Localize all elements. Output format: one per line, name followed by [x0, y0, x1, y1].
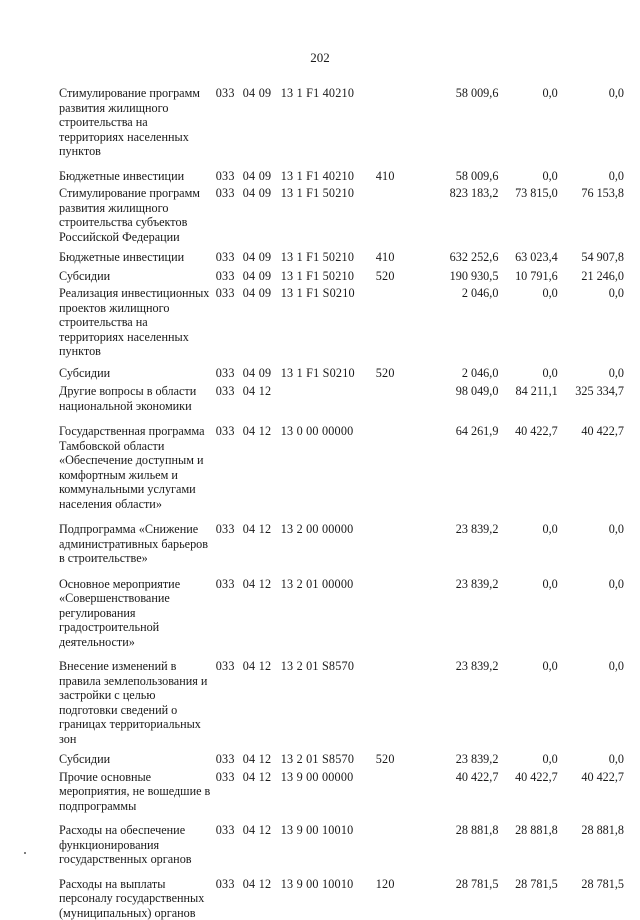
value-year-3: 21 246,0 — [558, 269, 624, 284]
table-row — [59, 366, 624, 381]
code-rz: 04 — [243, 770, 259, 785]
code-pr: 09 — [259, 186, 281, 201]
table-row — [59, 384, 624, 413]
code-ved: 033 — [216, 752, 243, 767]
row-code — [215, 823, 394, 838]
value-year-3: 0,0 — [558, 366, 624, 381]
code-rz: 04 — [243, 286, 259, 301]
row-code — [215, 86, 394, 101]
code-ved: 033 — [216, 86, 243, 101]
code-pr: 09 — [259, 169, 281, 184]
value-year-3: 40 422,7 — [558, 770, 624, 785]
code-pr: 12 — [259, 522, 281, 537]
value-year-3: 0,0 — [558, 169, 624, 184]
table-row — [59, 286, 624, 359]
code-ved: 033 — [216, 424, 243, 439]
value-year-2: 0,0 — [498, 286, 557, 301]
code-rz: 04 — [243, 86, 259, 101]
row-name: Подпрограмма «Снижение административных барьеров в строительстве» — [59, 522, 215, 566]
code-ved: 033 — [216, 384, 243, 399]
code-vr: 410 — [376, 169, 394, 184]
code-rz: 04 — [243, 169, 259, 184]
code-rz: 04 — [243, 522, 259, 537]
code-ved: 033 — [216, 269, 243, 284]
code-ved: 033 — [216, 577, 243, 592]
value-year-1: 23 839,2 — [394, 577, 499, 592]
value-year-2: 0,0 — [498, 522, 557, 537]
value-year-3: 0,0 — [558, 659, 624, 674]
value-year-3: 0,0 — [558, 286, 624, 301]
row-code — [215, 384, 394, 399]
row-code — [215, 186, 394, 201]
code-csr: 13 1 F1 50210 — [281, 186, 376, 201]
table-row — [59, 169, 624, 184]
table-row — [59, 250, 624, 265]
row-code — [215, 366, 394, 381]
code-csr: 13 9 00 10010 — [281, 823, 376, 838]
row-name: Государственная программа Тамбовской области «Обеспечение доступным и комфортным жильем и коммунальными услугами населения области» — [59, 424, 215, 511]
row-name: Стимулирование программ развития жилищного строительства на территориях населенных пунктов — [59, 86, 215, 159]
code-rz: 04 — [243, 752, 259, 767]
row-code — [215, 250, 394, 265]
code-rz: 04 — [243, 250, 259, 265]
code-csr: 13 1 F1 50210 — [281, 269, 376, 284]
code-ved: 033 — [216, 250, 243, 265]
value-year-3: 76 153,8 — [558, 186, 624, 201]
row-name: Реализация инвестиционных проектов жилищного строительства на территориях населенных пунктов — [59, 286, 215, 359]
row-code — [215, 169, 394, 184]
code-rz: 04 — [243, 424, 259, 439]
row-code — [215, 752, 394, 767]
value-year-2: 0,0 — [498, 169, 557, 184]
value-year-3: 40 422,7 — [558, 424, 624, 439]
value-year-2: 40 422,7 — [498, 424, 557, 439]
value-year-1: 28 781,5 — [394, 877, 499, 892]
value-year-1: 40 422,7 — [394, 770, 499, 785]
code-ved: 033 — [216, 522, 243, 537]
value-year-1: 23 839,2 — [394, 752, 499, 767]
code-pr: 12 — [259, 770, 281, 785]
value-year-2: 73 815,0 — [498, 186, 557, 201]
code-csr: 13 0 00 00000 — [281, 424, 376, 439]
row-name: Прочие основные мероприятия, не вошедшие в подпрограммы — [59, 770, 215, 814]
code-pr: 12 — [259, 577, 281, 592]
code-ved: 033 — [216, 286, 243, 301]
code-rz: 04 — [243, 659, 259, 674]
code-rz: 04 — [243, 877, 259, 892]
value-year-2: 0,0 — [498, 659, 557, 674]
code-vr: 120 — [376, 877, 394, 892]
code-pr: 12 — [259, 877, 281, 892]
table-row — [59, 86, 624, 159]
value-year-1: 58 009,6 — [394, 86, 499, 101]
row-code — [215, 577, 394, 592]
code-vr: 520 — [376, 269, 394, 284]
table-row — [59, 823, 624, 867]
row-code — [215, 659, 394, 674]
table-row — [59, 877, 624, 920]
budget-table — [59, 86, 624, 920]
value-year-1: 2 046,0 — [394, 366, 499, 381]
code-csr: 13 2 01 00000 — [281, 577, 376, 592]
table-row — [59, 186, 624, 244]
code-csr: 13 9 00 00000 — [281, 770, 376, 785]
table-row — [59, 424, 624, 511]
row-name: Бюджетные инвестиции — [59, 169, 215, 184]
table-row — [59, 577, 624, 650]
value-year-2: 28 881,8 — [498, 823, 557, 838]
code-rz: 04 — [243, 186, 259, 201]
code-csr: 13 1 F1 S0210 — [281, 286, 376, 301]
row-name: Стимулирование программ развития жилищного строительства субъектов Российской Федерации — [59, 186, 215, 244]
value-year-3: 28 781,5 — [558, 877, 624, 892]
value-year-2: 0,0 — [498, 577, 557, 592]
row-code — [215, 286, 394, 301]
row-name: Субсидии — [59, 752, 215, 767]
code-pr: 12 — [259, 823, 281, 838]
code-ved: 033 — [216, 877, 243, 892]
page-number: 202 — [0, 50, 640, 66]
row-name: Расходы на обеспечение функционирования государственных органов — [59, 823, 215, 867]
row-code — [215, 877, 394, 892]
code-pr: 12 — [259, 659, 281, 674]
code-ved: 033 — [216, 823, 243, 838]
row-name: Субсидии — [59, 366, 215, 381]
code-pr: 09 — [259, 366, 281, 381]
code-ved: 033 — [216, 659, 243, 674]
code-vr: 520 — [376, 752, 394, 767]
code-csr: 13 2 00 00000 — [281, 522, 376, 537]
value-year-1: 58 009,6 — [394, 169, 499, 184]
value-year-3: 0,0 — [558, 577, 624, 592]
row-code — [215, 522, 394, 537]
code-csr: 13 1 F1 S0210 — [281, 366, 376, 381]
code-rz: 04 — [243, 269, 259, 284]
table-row — [59, 659, 624, 746]
code-rz: 04 — [243, 577, 259, 592]
code-pr: 09 — [259, 250, 281, 265]
value-year-3: 325 334,7 — [558, 384, 624, 399]
row-name: Внесение изменений в правила землепользования и застройки с целью подготовки сведений о границах территориальных зон — [59, 659, 215, 746]
row-name: Субсидии — [59, 269, 215, 284]
value-year-1: 632 252,6 — [394, 250, 499, 265]
code-pr: 12 — [259, 424, 281, 439]
code-pr: 12 — [259, 752, 281, 767]
value-year-2: 28 781,5 — [498, 877, 557, 892]
row-name: Другие вопросы в области национальной экономики — [59, 384, 215, 413]
code-ved: 033 — [216, 366, 243, 381]
code-csr: 13 9 00 10010 — [281, 877, 376, 892]
value-year-3: 0,0 — [558, 522, 624, 537]
value-year-2: 40 422,7 — [498, 770, 557, 785]
row-code — [215, 770, 394, 785]
value-year-3: 0,0 — [558, 752, 624, 767]
code-ved: 033 — [216, 770, 243, 785]
code-csr: 13 1 F1 50210 — [281, 250, 376, 265]
value-year-1: 98 049,0 — [394, 384, 499, 399]
table-row — [59, 752, 624, 767]
row-code — [215, 424, 394, 439]
value-year-1: 2 046,0 — [394, 286, 499, 301]
value-year-1: 823 183,2 — [394, 186, 499, 201]
scan-speck — [24, 852, 26, 854]
value-year-2: 0,0 — [498, 752, 557, 767]
value-year-3: 0,0 — [558, 86, 624, 101]
code-rz: 04 — [243, 366, 259, 381]
value-year-3: 28 881,8 — [558, 823, 624, 838]
value-year-1: 28 881,8 — [394, 823, 499, 838]
value-year-2: 63 023,4 — [498, 250, 557, 265]
table-row — [59, 269, 624, 284]
code-csr: 13 2 01 S8570 — [281, 752, 376, 767]
value-year-1: 23 839,2 — [394, 522, 499, 537]
value-year-2: 0,0 — [498, 366, 557, 381]
value-year-2: 84 211,1 — [498, 384, 557, 399]
code-csr: 13 2 01 S8570 — [281, 659, 376, 674]
code-rz: 04 — [243, 384, 259, 399]
code-rz: 04 — [243, 823, 259, 838]
code-ved: 033 — [216, 186, 243, 201]
value-year-1: 23 839,2 — [394, 659, 499, 674]
value-year-2: 10 791,6 — [498, 269, 557, 284]
code-csr: 13 1 F1 40210 — [281, 169, 376, 184]
code-vr: 410 — [376, 250, 394, 265]
code-vr: 520 — [376, 366, 394, 381]
value-year-1: 190 930,5 — [394, 269, 499, 284]
code-ved: 033 — [216, 169, 243, 184]
value-year-2: 0,0 — [498, 86, 557, 101]
row-name: Основное мероприятие «Совершенствование регулирования градостроительной деятельности» — [59, 577, 215, 650]
table-row — [59, 770, 624, 814]
code-pr: 12 — [259, 384, 281, 399]
value-year-1: 64 261,9 — [394, 424, 499, 439]
code-csr: 13 1 F1 40210 — [281, 86, 376, 101]
code-pr: 09 — [259, 86, 281, 101]
value-year-3: 54 907,8 — [558, 250, 624, 265]
table-row — [59, 522, 624, 566]
row-name: Расходы на выплаты персоналу государственных (муниципальных) органов — [59, 877, 215, 920]
code-pr: 09 — [259, 286, 281, 301]
row-code — [215, 269, 394, 284]
code-pr: 09 — [259, 269, 281, 284]
row-name: Бюджетные инвестиции — [59, 250, 215, 265]
